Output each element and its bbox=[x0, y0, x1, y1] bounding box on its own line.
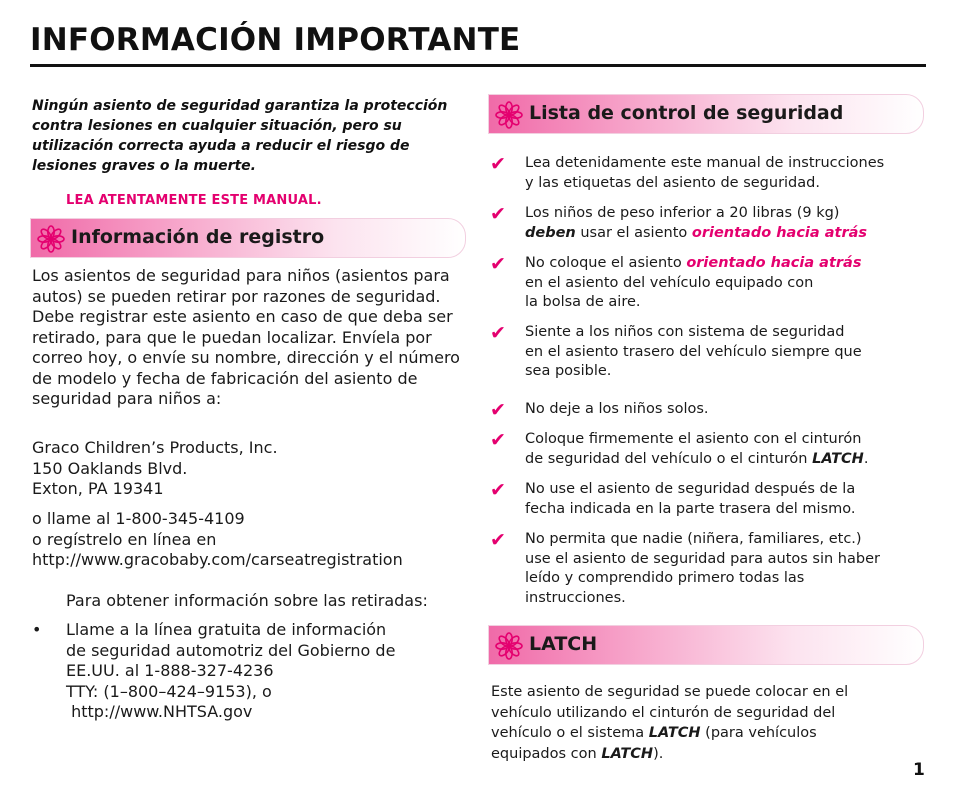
check-line: y las etiquetas del asiento de seguridad. bbox=[525, 174, 820, 191]
check-icon: ✔ bbox=[490, 253, 506, 275]
latch-text-part: ). bbox=[653, 745, 664, 762]
latch-text-part: (para vehículos bbox=[700, 725, 817, 741]
phone-line: o llame al 1-800-345-4109 bbox=[32, 509, 245, 528]
title-rule bbox=[30, 64, 926, 67]
check-text: de seguridad del vehículo o el cinturón bbox=[525, 450, 813, 467]
flower-icon bbox=[495, 632, 523, 660]
flower-icon bbox=[495, 101, 523, 129]
latch-emphasis: LATCH bbox=[648, 725, 701, 741]
check-line: No permita que nadie (niñera, familiares, etc.) bbox=[525, 531, 862, 547]
page-number: 1 bbox=[913, 760, 925, 780]
emphasis-text: deben bbox=[525, 224, 576, 241]
intro-warning: Ningún asiento de seguridad garantiza la protección contra lesiones en cualquier situación, pero su utilización correcta ayuda a reducir el riesgo de lesiones graves o la muerte. bbox=[32, 98, 448, 174]
check-icon: ✔ bbox=[490, 399, 506, 421]
latch-header-label: LATCH bbox=[529, 633, 598, 655]
latch-text-part: equipados con bbox=[491, 745, 602, 762]
check-icon: ✔ bbox=[490, 203, 506, 225]
recall-line: de seguridad automotriz del Gobierno de bbox=[66, 640, 396, 660]
mailing-address bbox=[32, 438, 462, 500]
check-line: Lea detenidamente este manual de instrucciones bbox=[525, 155, 885, 171]
check-icon: ✔ bbox=[490, 153, 506, 175]
latch-emphasis: LATCH bbox=[601, 745, 654, 762]
contact-info bbox=[32, 509, 472, 571]
check-line: sea posible. bbox=[525, 363, 612, 379]
registration-paragraph: Los asientos de seguridad para niños (asientos para autos) se pueden retirar por razones de seguridad. Debe registrar este asiento en caso de que deba ser retirado, para que le puedan localizar. Envíela por correo hoy, o envíe su nombre, dirección y el número de modelo y fecha de fabricación del asiento de seguridad para niños a: bbox=[32, 266, 460, 408]
recall-line: Llame a la línea gratuita de información bbox=[66, 620, 387, 639]
registration-url: http://www.gracobaby.com/carseatregistration bbox=[32, 550, 403, 569]
check-line: en el asiento del vehículo equipado con bbox=[525, 274, 814, 291]
address-line: Exton, PA 19341 bbox=[32, 479, 164, 498]
latch-line bbox=[491, 744, 911, 765]
recall-line: EE.UU. al 1-888-327-4236 bbox=[66, 661, 274, 680]
check-line bbox=[525, 224, 930, 244]
check-line bbox=[525, 254, 930, 274]
check-line: leído y comprendido primero todas las bbox=[525, 570, 805, 586]
check-line: Los niños de peso inferior a 20 libras (9 kg) bbox=[525, 205, 840, 221]
check-icon: ✔ bbox=[490, 322, 506, 344]
checklist-header-label: Lista de control de seguridad bbox=[529, 102, 844, 124]
check-text: usar el asiento bbox=[575, 224, 692, 241]
rear-facing-emphasis: orientado hacia atrás bbox=[686, 255, 862, 271]
latch-section-header bbox=[488, 625, 924, 665]
latch-line bbox=[491, 723, 911, 744]
check-line: use el asiento de seguridad para autos sin haber bbox=[525, 550, 880, 567]
check-icon: ✔ bbox=[490, 529, 506, 551]
check-line: Coloque firmemente el asiento con el cinturón bbox=[525, 431, 862, 447]
check-line: No use el asiento de seguridad después de la bbox=[525, 481, 856, 497]
recall-line: http://www.NHTSA.gov bbox=[66, 702, 253, 721]
address-line: 150 Oaklands Blvd. bbox=[32, 458, 188, 478]
bullet-dot: • bbox=[32, 620, 42, 639]
checklist-section-header bbox=[488, 94, 924, 134]
list-item bbox=[32, 620, 472, 723]
latch-emphasis: LATCH bbox=[812, 450, 864, 467]
check-icon: ✔ bbox=[490, 479, 506, 501]
rear-facing-emphasis: orientado hacia atrás bbox=[691, 224, 868, 241]
online-line: o regístrelo en línea en bbox=[32, 529, 217, 549]
check-icon: ✔ bbox=[490, 429, 506, 451]
recall-intro: Para obtener información sobre las retiradas: bbox=[66, 591, 428, 610]
address-line: Graco Children’s Products, Inc. bbox=[32, 438, 278, 457]
check-line: en el asiento trasero del vehículo siempre que bbox=[525, 343, 862, 360]
check-text: . bbox=[863, 450, 869, 467]
recall-list bbox=[32, 620, 472, 723]
read-manual-notice: LEA ATENTAMENTE ESTE MANUAL. bbox=[66, 193, 322, 208]
latch-text-part: vehículo o el sistema bbox=[491, 725, 649, 741]
check-line: la bolsa de aire. bbox=[525, 294, 641, 310]
latch-line: Este asiento de seguridad se puede colocar en el bbox=[491, 684, 849, 700]
flower-icon bbox=[37, 225, 65, 253]
page-title: INFORMACIÓN IMPORTANTE bbox=[30, 22, 521, 58]
latch-paragraph bbox=[491, 682, 911, 764]
check-text: No coloque el asiento bbox=[525, 255, 687, 271]
check-line: instrucciones. bbox=[525, 589, 626, 606]
recall-line: TTY: (1–800–424–9153), o bbox=[66, 681, 272, 701]
check-line: Siente a los niños con sistema de seguridad bbox=[525, 324, 845, 340]
check-line: No deje a los niños solos. bbox=[525, 401, 709, 417]
check-line bbox=[525, 450, 930, 470]
registration-header-label: Información de registro bbox=[71, 226, 325, 248]
registration-section-header bbox=[30, 218, 466, 258]
latch-line: vehículo utilizando el cinturón de seguridad del bbox=[491, 704, 836, 721]
check-line: fecha indicada en la parte trasera del mismo. bbox=[525, 500, 856, 517]
